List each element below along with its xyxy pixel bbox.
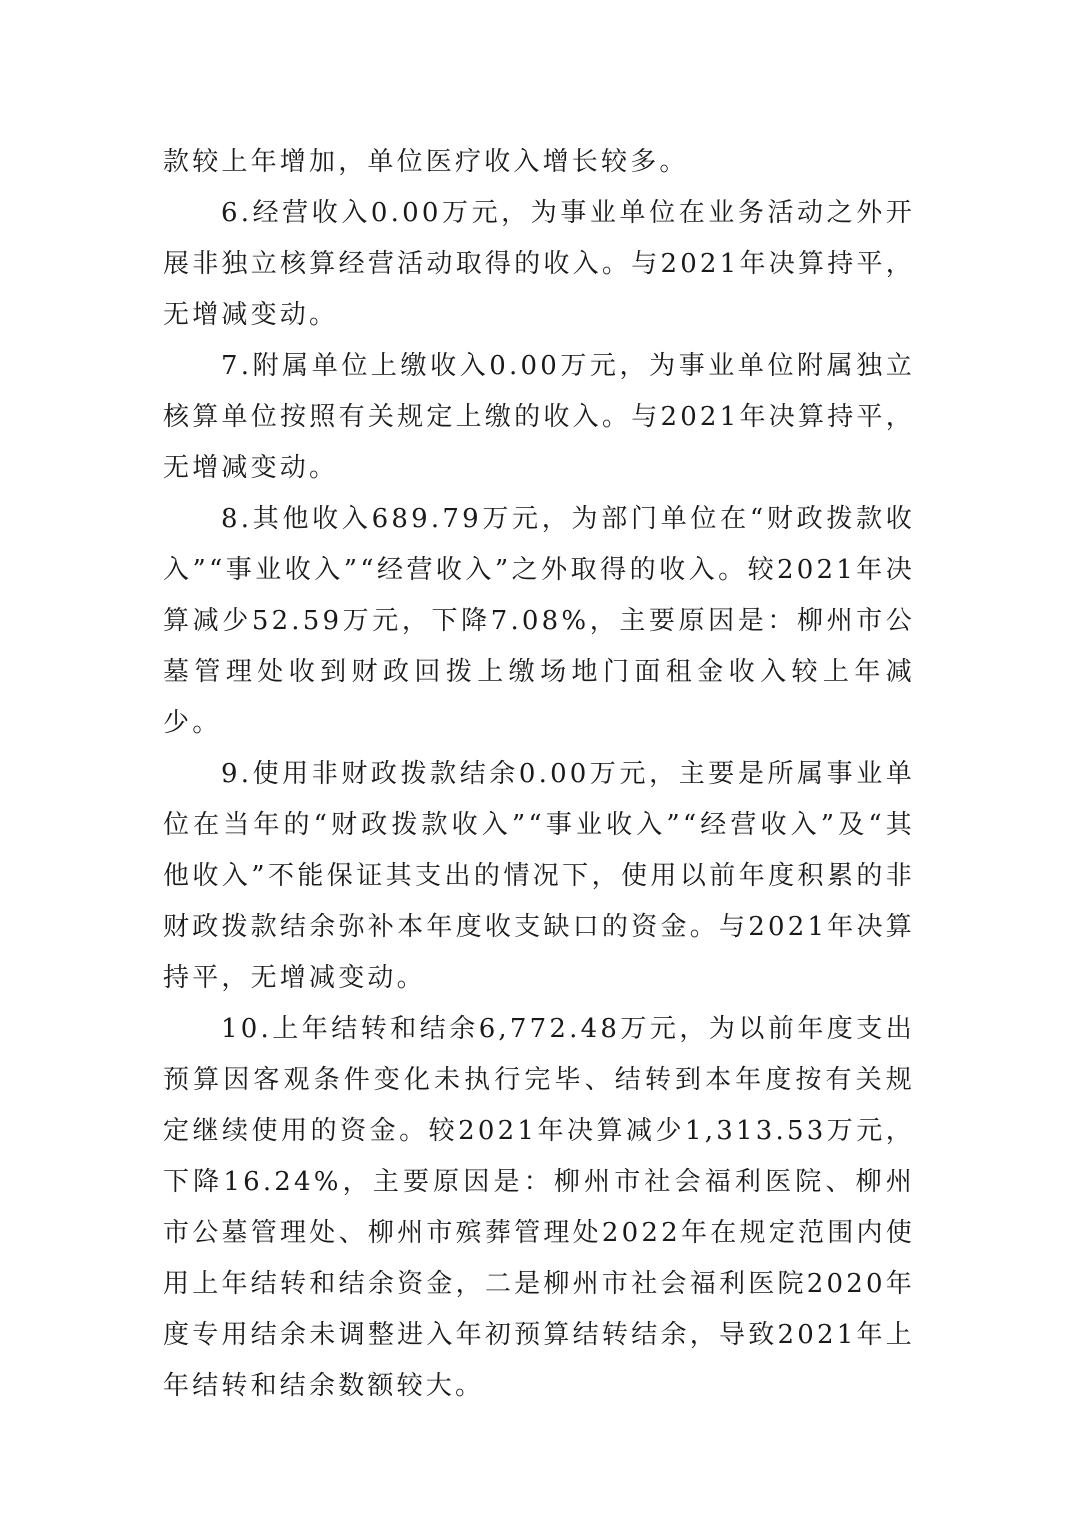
document-body	[163, 137, 915, 1412]
paragraph-item-8-other-income: 8.其他收入689.79万元，为部门单位在“财政拨款收入”“事业收入”“经营收入”之外取得的收入。较2021年决算减少52.59万元，下降7.08%，主要原因是：柳州市公墓管理处收到财政回拨上缴场地门面租金收入较上年减少。	[163, 504, 915, 738]
paragraph-continuation: 款较上年增加，单位医疗收入增长较多。	[163, 147, 689, 177]
paragraph-item-6-operating-income: 6.经营收入0.00万元，为事业单位在业务活动之外开展非独立核算经营活动取得的收入。与2021年决算持平，无增减变动。	[163, 198, 915, 330]
paragraph-item-7-affiliated-unit-income: 7.附属单位上缴收入0.00万元，为事业单位附属独立核算单位按照有关规定上缴的收入。与2021年决算持平，无增减变动。	[163, 351, 915, 483]
paragraph-item-10-carryover-balance: 10.上年结转和结余6,772.48万元，为以前年度支出预算因客观条件变化未执行完毕、结转到本年度按有关规定继续使用的资金。较2021年决算减少1,313.53万元，下降16.24%，主要原因是：柳州市社会福利医院、柳州市公墓管理处、柳州市殡葬管理处2022年在规定范围内使用上年结转和结余资金，二是柳州市社会福利医院2020年度专用结余未调整进入年初预算结转结余，导致2021年上年结转和结余数额较大。	[163, 1014, 915, 1401]
paragraph-item-9-non-fiscal-balance: 9.使用非财政拨款结余0.00万元，主要是所属事业单位在当年的“财政拨款收入”“事业收入”“经营收入”及“其他收入”不能保证其支出的情况下，使用以前年度积累的非财政拨款结余弥补本年度收支缺口的资金。与2021年决算持平，无增减变动。	[163, 759, 915, 993]
